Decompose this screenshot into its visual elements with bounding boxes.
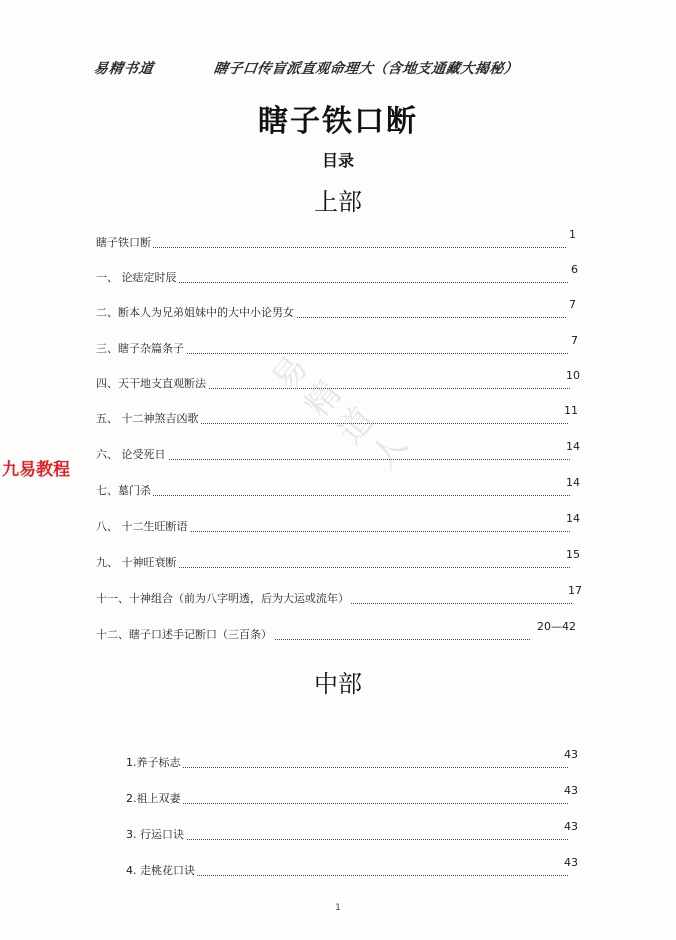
toc-entry[interactable]: [96, 620, 576, 642]
toc-entry-label: 1.养子标志: [126, 756, 181, 769]
toc-entry-page: 43: [564, 820, 578, 833]
toc-entry-page: 20—42: [537, 620, 576, 633]
section-title-upper: 上部: [314, 188, 362, 216]
toc-entry-label: 瞎子铁口断: [96, 236, 151, 249]
toc-entry[interactable]: [126, 784, 578, 806]
toc-entry[interactable]: [96, 584, 582, 606]
toc-entry-label: 三、瞎子杂篇条子: [96, 342, 184, 355]
page-number: 1: [335, 903, 341, 913]
leader-dots: [126, 767, 568, 768]
toc-entry[interactable]: [96, 228, 576, 250]
leader-dots: [96, 495, 570, 496]
toc-entry-page: 17: [568, 584, 582, 597]
toc-entry-page: 7: [571, 334, 578, 347]
toc-entry[interactable]: [96, 476, 580, 498]
leader-dots: [96, 247, 566, 248]
toc-entry[interactable]: [96, 440, 580, 462]
toc-entry-label: 八、 十二生旺断语: [96, 520, 188, 533]
toc-entry-page: 14: [566, 476, 580, 489]
toc-entry-label: 4. 走桃花口诀: [126, 864, 195, 877]
watermark-stamp: 易精道人: [260, 349, 418, 484]
toc-entry-page: 43: [564, 784, 578, 797]
toc-entry-page: 1: [569, 228, 576, 241]
header-handwriting-right: 瞎子口传盲派直观命理大（含地支通藏大揭秘）: [212, 61, 520, 77]
toc-entry-page: 7: [569, 298, 576, 311]
leader-dots: [126, 803, 568, 804]
toc-entry-label: 七、墓门杀: [96, 484, 151, 497]
toc-entry-page: 6: [571, 263, 578, 276]
toc-entry[interactable]: [96, 548, 580, 570]
toc-entry-page: 11: [564, 404, 578, 417]
toc-entry-label: 五、 十二神煞吉凶歌: [96, 412, 199, 425]
toc-entry[interactable]: [96, 404, 578, 426]
watermark-red-text: 九易教程: [2, 460, 70, 480]
toc-entry[interactable]: [126, 748, 578, 770]
toc-entry-label: 九、 十神旺衰断: [96, 556, 177, 569]
toc-entry[interactable]: [96, 512, 580, 534]
header-handwriting-left: 易精书道: [92, 61, 155, 77]
toc-entry-label: 3. 行运口诀: [126, 828, 184, 841]
toc-entry[interactable]: [96, 263, 578, 285]
toc-entry[interactable]: [126, 820, 578, 842]
toc-entry[interactable]: [96, 298, 576, 320]
leader-dots: [126, 839, 568, 840]
toc-entry-page: 14: [566, 512, 580, 525]
toc-entry-page: 10: [566, 369, 580, 382]
toc-heading: 目录: [321, 151, 354, 170]
main-title: 瞎子铁口断: [258, 104, 418, 139]
toc-entry-label: 十二、瞎子口述手记断口（三百条）: [96, 628, 272, 641]
toc-entry-page: 14: [566, 440, 580, 453]
toc-entry-label: 六、 论受死日: [96, 448, 166, 461]
toc-entry-label: 四、天干地支直观断法: [96, 377, 206, 390]
toc-entry-label: 十一、十神组合（前为八字明透，后为大运或流年）: [96, 592, 349, 605]
toc-entry-label: 2.祖上双妻: [126, 792, 181, 805]
toc-entry-label: 一、 论痣定时辰: [96, 271, 177, 284]
toc-entry-label: 二、断本人为兄弟姐妹中的大中小论男女: [96, 306, 294, 319]
section-title-middle: 中部: [314, 670, 362, 698]
toc-entry[interactable]: [96, 369, 580, 391]
toc-entry-page: 43: [564, 748, 578, 761]
toc-entry-page: 15: [566, 548, 580, 561]
toc-entry[interactable]: [96, 334, 578, 356]
toc-entry-page: 43: [564, 856, 578, 869]
toc-entry[interactable]: [126, 856, 578, 878]
